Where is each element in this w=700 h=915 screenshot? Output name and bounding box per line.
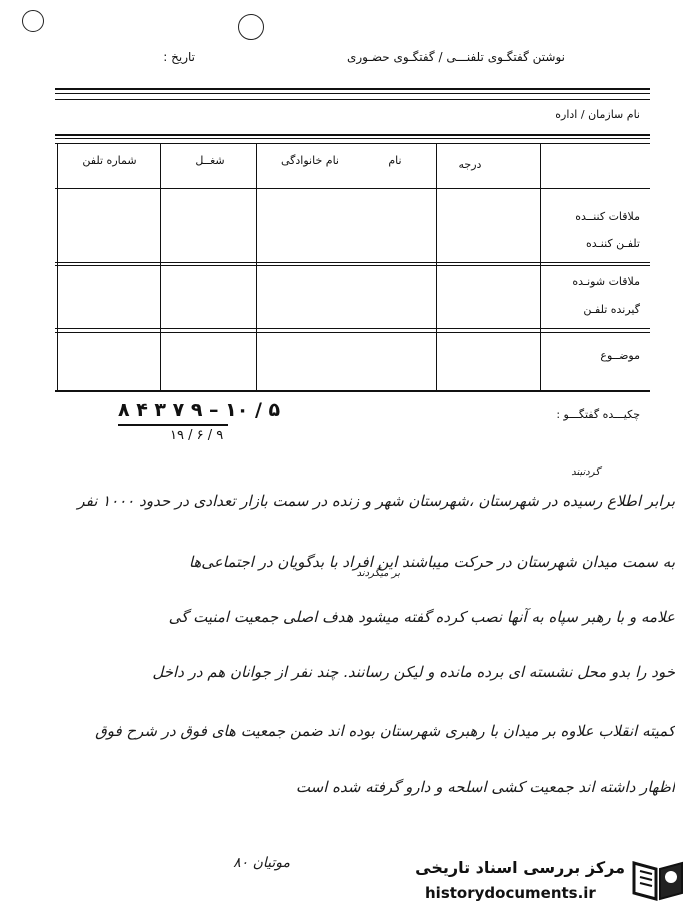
handwritten-signature: موتیان ۸۰	[233, 855, 290, 871]
column-family-name: نام خانوادگی	[281, 154, 339, 167]
handwritten-line-1: برابر اطلاع رسیده در شهرستان ،شهرستان شهر و زنده در سمت بازار تعدادی در حدود ۱۰۰۰ نفر	[77, 492, 675, 510]
handwritten-line-6: اظهار داشته اند جمعیت کشی اسلحه و دارو گرفته شده است	[295, 778, 675, 796]
handwritten-note-1-above: گردنبند	[571, 467, 600, 478]
punch-hole-left	[22, 10, 44, 32]
watermark-url: historydocuments.ir	[425, 884, 596, 902]
handwritten-note-3-above: بر میگردند	[356, 568, 400, 579]
archive-logo-icon	[630, 855, 688, 905]
watermark-title: مرکز بررسی اسناد تاریخی	[415, 858, 625, 877]
punch-hole-center	[238, 14, 264, 40]
row-caller: تلفـن کننـده	[586, 237, 640, 250]
row-call-receiver: گیرنده تلفـن	[583, 303, 640, 316]
summary-label: چکیـــده گفتگـــو :	[556, 408, 640, 421]
row-visitor: ملاقات کننــده	[575, 210, 640, 223]
form-title: نوشتن گفتگـوی تلفنـــی / گفتگـوی حضـوری	[346, 50, 565, 64]
row-subject: موضــوع	[600, 349, 640, 362]
org-label: نام سازمان / اداره	[555, 108, 640, 121]
column-job: شغــل	[195, 154, 225, 167]
date-label: تاریخ :	[163, 50, 195, 64]
reference-number: ۸ ۴ ۳ ۷ ۹ – ۱۰ / ۵	[118, 399, 281, 421]
handwritten-line-4: خود را بدو محل نشسته ای برده مانده و لیکن رسانند. چند نفر از جوانان هم در داخل	[152, 663, 675, 681]
row-visited: ملاقات شونـده	[572, 275, 640, 288]
reference-date: ۱۹ / ۶ / ۹	[170, 428, 224, 443]
column-phone: شماره تلفن	[82, 154, 137, 167]
handwritten-line-3: علامه و با رهبر سپاه به آنها نصب کرده گفته میشود هدف اصلی جمعیت امنیت گی	[168, 608, 675, 626]
handwritten-line-2: به سمت میدان شهرستان در حرکت میباشند این افراد با بدگویان در اجتماعی‌ها	[188, 553, 675, 571]
column-name: نام	[388, 154, 402, 167]
column-rank: درجه	[458, 158, 482, 171]
handwritten-line-5: کمیته انقلاب علاوه بر میدان با رهبری شهرستان بوده اند ضمن جمعیت های فوق در شرح فوق	[95, 722, 675, 740]
